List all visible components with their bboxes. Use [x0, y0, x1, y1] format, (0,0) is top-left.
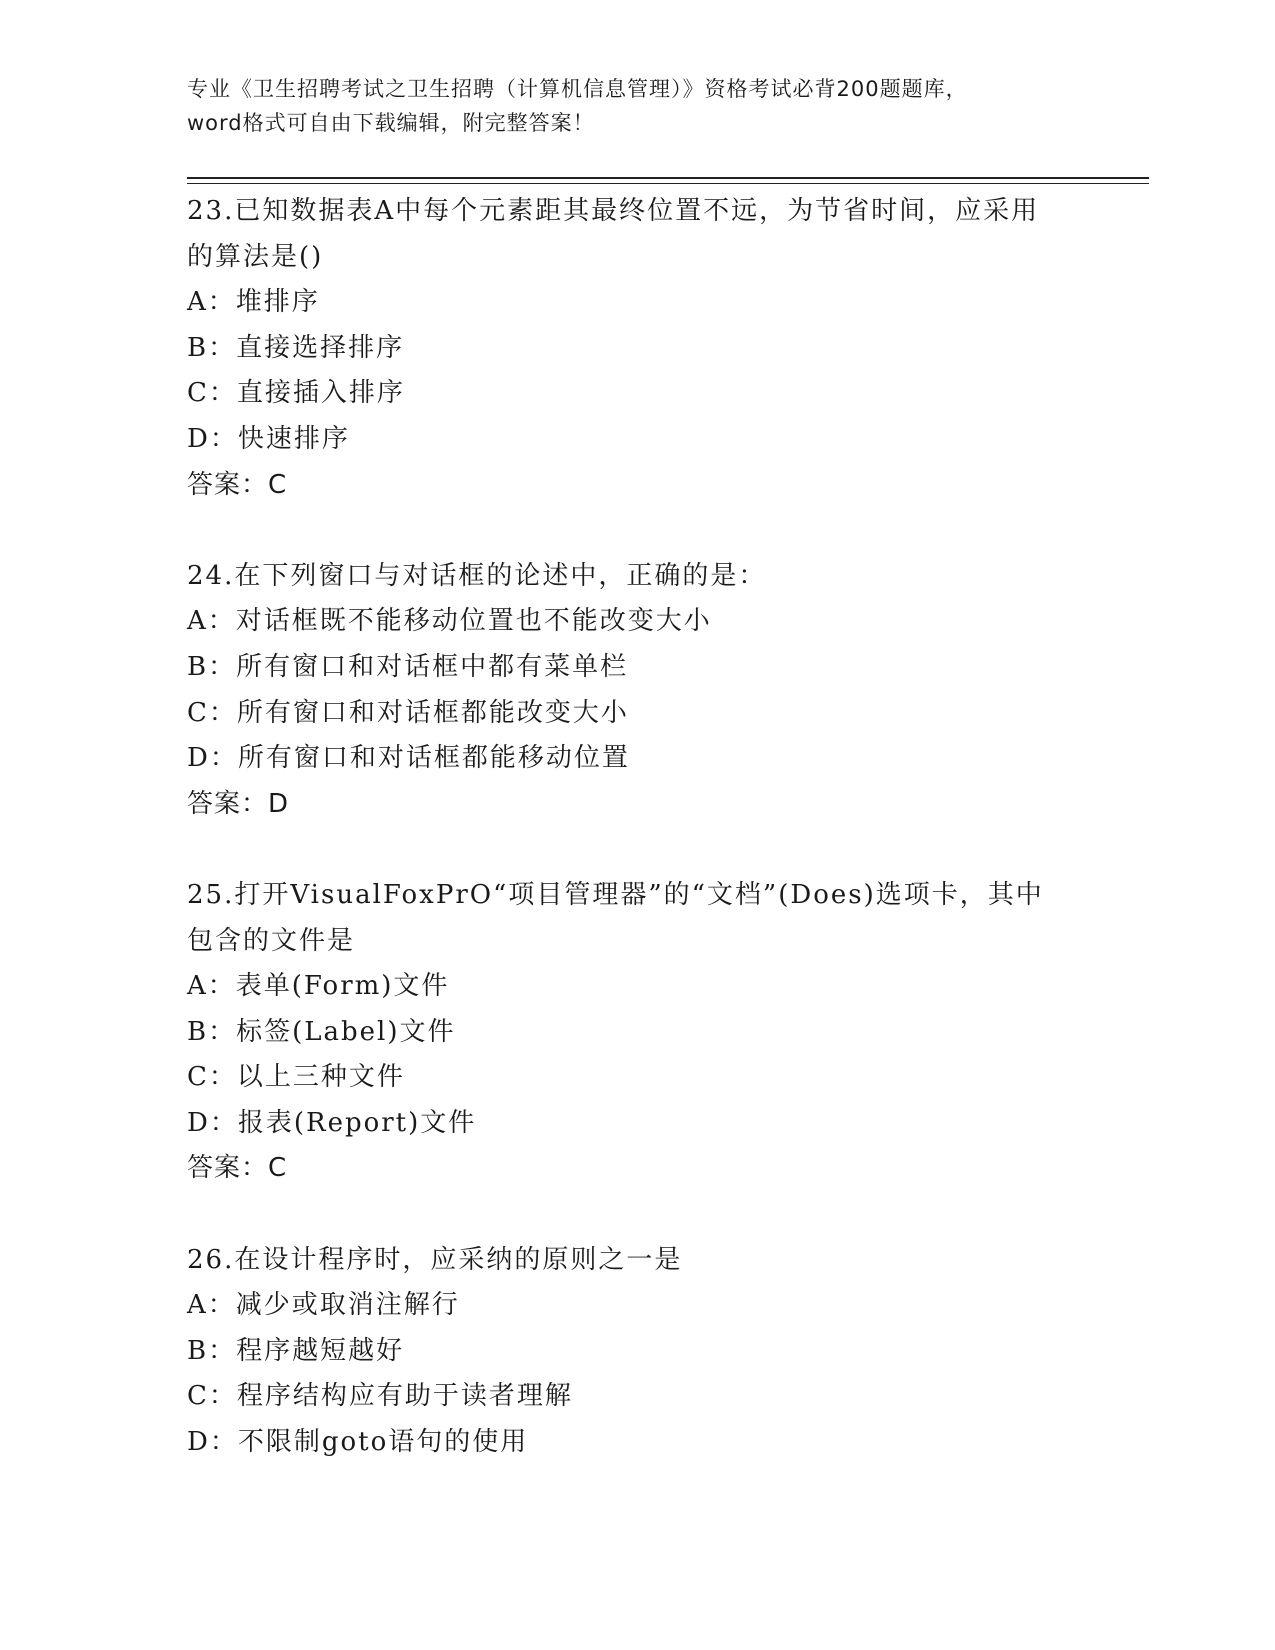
question-25 — [187, 873, 1087, 1238]
option-d: D：所有窗口和对话框都能移动位置 — [187, 743, 630, 774]
option-a: A：减少或取消注解行 — [187, 1290, 460, 1321]
question-stem: 25.打开VisualFoxPrO“项目管理器”的“文档”(Does)选项卡，其中 — [187, 879, 1044, 910]
option-a: A：堆排序 — [187, 287, 320, 318]
option-d: D：快速排序 — [187, 423, 350, 454]
option-c: C：程序结构应有助于读者理解 — [187, 1381, 573, 1412]
question-stem-continued: 的算法是() — [187, 241, 324, 272]
question-stem-continued: 包含的文件是 — [187, 925, 356, 956]
option-d: D：不限制goto语句的使用 — [187, 1427, 529, 1458]
option-b: B：所有窗口和对话框中都有菜单栏 — [187, 651, 629, 682]
option-b: B：直接选择排序 — [187, 332, 405, 363]
answer-line: 答案：D — [187, 788, 290, 819]
question-list — [187, 189, 1087, 1466]
question-stem: 26.在设计程序时，应采纳的原则之一是 — [187, 1244, 683, 1275]
option-b: B：程序越短越好 — [187, 1335, 405, 1366]
option-c: C：以上三种文件 — [187, 1062, 405, 1093]
answer-line: 答案：C — [187, 469, 288, 500]
question-stem: 23.已知数据表A中每个元素距其最终位置不远，为节省时间，应采用 — [187, 196, 1040, 226]
question-stem: 24.在下列窗口与对话框的论述中，正确的是： — [187, 560, 767, 591]
document-header — [187, 72, 1087, 140]
answer-line: 答案：C — [187, 1153, 288, 1184]
option-c: C：所有窗口和对话框都能改变大小 — [187, 697, 629, 728]
option-d: D：报表(Report)文件 — [187, 1107, 477, 1138]
header-divider-thick — [187, 177, 1149, 179]
header-title-line-2: word格式可自由下载编辑，附完整答案！ — [187, 111, 595, 135]
option-a: A：对话框既不能移动位置也不能改变大小 — [187, 606, 712, 637]
spacer — [187, 827, 1087, 873]
option-c: C：直接插入排序 — [187, 378, 405, 409]
question-26 — [187, 1238, 1087, 1466]
header-divider-thin — [187, 183, 1149, 184]
question-23 — [187, 189, 1087, 554]
spacer — [187, 508, 1087, 554]
option-b: B：标签(Label)文件 — [187, 1016, 456, 1047]
spacer — [187, 1192, 1087, 1238]
header-title-line-1: 专业《卫生招聘考试之卫生招聘（计算机信息管理）》资格考试必背200题题库， — [187, 77, 968, 101]
question-24 — [187, 554, 1087, 873]
option-a: A：表单(Form)文件 — [187, 971, 450, 1002]
